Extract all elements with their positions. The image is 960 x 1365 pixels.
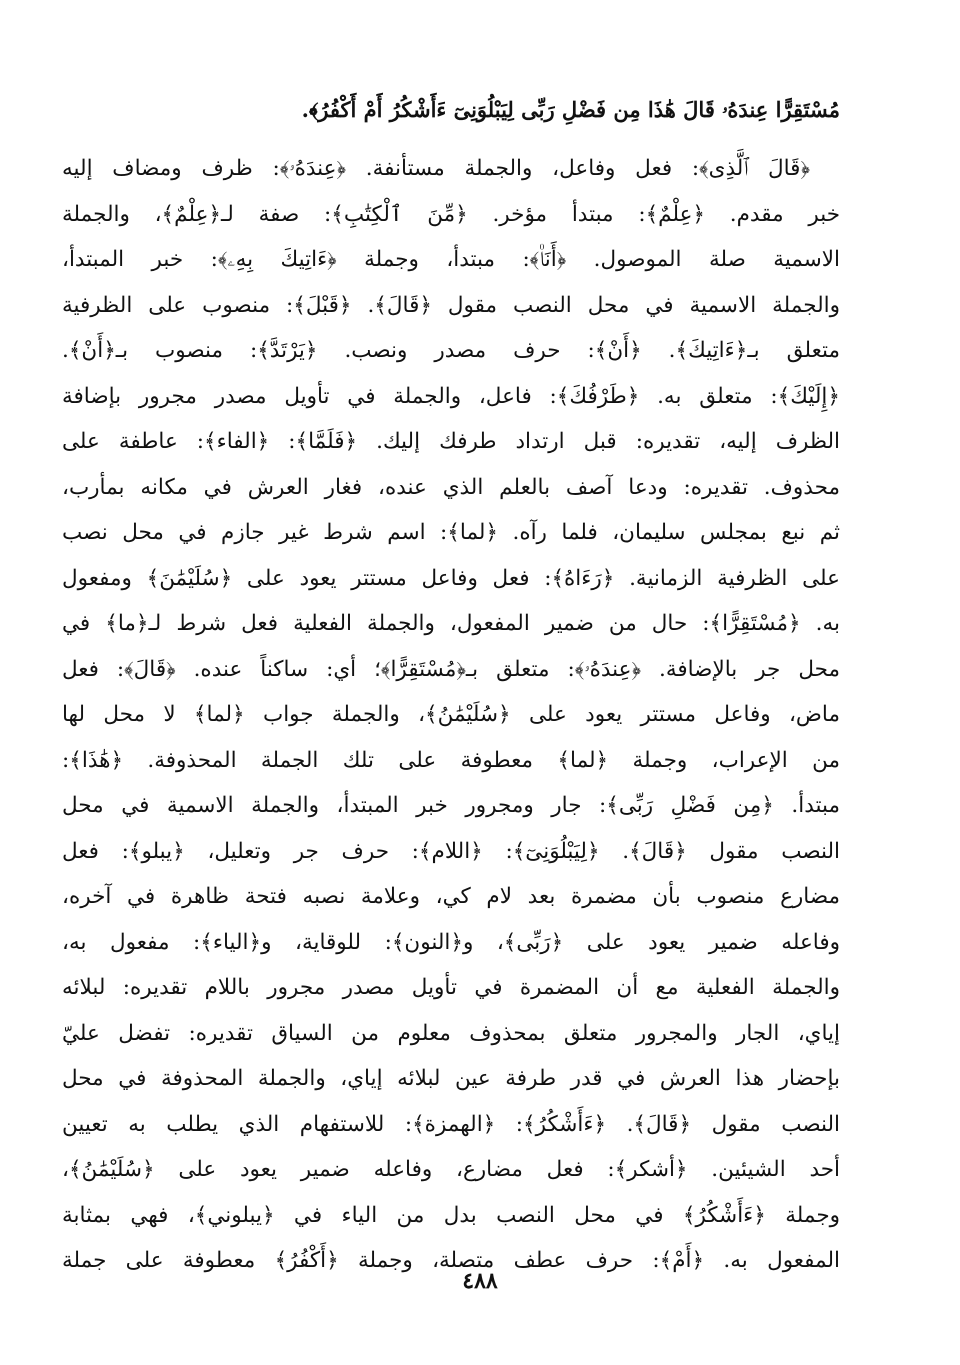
text-line: إياي، الجار والمجرور متعلق بمحذوف معلوم من السياق تقديره: تفضل عليّ bbox=[62, 1020, 840, 1046]
text-line: النصب مقول ﴿قَالَ﴾. ﴿ءَأَشْكُرُ﴾: ﴿الهمزة﴾: للاستفهام الذي يطلب به تعيين bbox=[62, 1111, 840, 1137]
text-line: وجملة ﴿ءَأَشْكُرُ﴾ في محل النصب بدل من الياء في ﴿يبلوني﴾، فهي بمثابة bbox=[62, 1202, 840, 1228]
text-line: والجملة الفعلية مع أن المضمرة في تأويل مصدر مجرور باللام تقديره: لبلائه bbox=[62, 975, 840, 1000]
text-line: محذوف. تقديره: ودعا آصف بالعلم الذي عنده، فغار العرش في مكانه بمأرب، bbox=[62, 474, 840, 500]
text-line: والجملة الاسمية في محل النصب مقول ﴿قَالَ﴾. ﴿قَبْلَ﴾: منصوب على الظرفية bbox=[62, 292, 840, 318]
text-line: ثم نبع بمجلس سليمان، فلما رآه. ﴿لما﴾: اسم شرط غير جازم في محل نصب bbox=[62, 520, 840, 545]
text-line: النصب مقول ﴿قَالَ﴾. ﴿لِيَبْلُوَنِىٓ﴾: ﴿اللام﴾: حرف جر وتعليل، ﴿يبلو﴾: فعل bbox=[62, 838, 840, 864]
text-line: أحد الشيئين. ﴿أشكر﴾: فعل مضارع، وفاعله ضمير يعود على ﴿سُلَيْمَٰنُ﴾، bbox=[62, 1157, 840, 1182]
verse-line: مُسْتَقِرًّا عِندَهُۥ قَالَ هَٰذَا مِن فَضْلِ رَبِّى لِيَبْلُوَنِىٓ ءَأَشْكُرُ أَمْ أَكْفُرُ﴾. bbox=[301, 97, 840, 122]
text-line: الظرف إليه، تقديره: قبل ارتداد طرفك إليك. ﴿فَلَمَّا﴾: ﴿الفاء﴾: عاطفة على bbox=[62, 429, 840, 454]
text-line: ﴿قَالَ ٱلَّذِى﴾: فعل وفاعل، والجملة مستأنفة. ﴿عِندَهُۥ﴾: ظرف ومضاف إليه bbox=[62, 156, 810, 181]
text-line: من الإعراب، وجملة ﴿لما﴾ معطوفة على تلك الجملة المحذوفة. ﴿هَٰذَا﴾: bbox=[62, 747, 840, 773]
text-line: ماض، وفاعل مستتر يعود على ﴿سُلَيْمَٰنُ﴾، والجملة جواب ﴿لما﴾ لا محل لها bbox=[62, 702, 840, 727]
text-line: به. ﴿مُسْتَقِرًّا﴾: حال من ضمير المفعول، والجملة الفعلية فعل شرط لـ﴿ما﴾ في bbox=[62, 611, 840, 636]
text-line: خبر مقدم. ﴿عِلْمٌ﴾: مبتدأ مؤخر. ﴿مِّنَ ٱلْكِتَٰبِ﴾: صفة لـ﴿عِلْمٌ﴾، والجملة bbox=[62, 201, 840, 227]
text-line: الاسمية صلة الموصول. ﴿أَنَا۠﴾: مبتدأ، وجملة ﴿ءَاتِيكَ بِهِۦ﴾: خبر المبتدأ، bbox=[62, 247, 840, 272]
text-line: مبتدأ. ﴿مِن فَضْلِ رَبِّى﴾: جار ومجرور خبر المبتدأ، والجملة الاسمية في محل bbox=[62, 793, 840, 818]
text-line: المفعول به. ﴿أَمْ﴾: حرف عطف متصلة، وجملة ﴿أَكْفُرُ﴾ معطوفة على جملة bbox=[62, 1248, 840, 1273]
text-line: بإحضار هذا العرش في قدر طرفة عين لبلائه إياي، والجملة المحذوفة في محل bbox=[62, 1066, 840, 1091]
text-line: ﴿إِلَيْكَ﴾: متعلق به. ﴿طَرْفُكَ﴾: فاعل، والجملة في تأويل مصدر مجرور بإضافة bbox=[62, 383, 840, 409]
text-line: مضارع منصوب بأن مضمرة بعد لام كي، وعلامة نصبه فتحة ظاهرة في آخره، bbox=[62, 884, 840, 909]
text-line: محل جر بالإضافة. ﴿عِندَهُۥ﴾: متعلق بـ﴿مُسْتَقِرًّا﴾؛ أي: ساكناً عنده. ﴿قَالَ﴾: فعل bbox=[62, 656, 840, 682]
text-line: على الظرفية الزمانية. ﴿رَءَاهُ﴾: فعل وفاعل مستتر يعود على ﴿سُلَيْمَٰنَ﴾ ومفعول bbox=[62, 565, 840, 591]
text-line: وفاعله ضمير يعود على ﴿رَبِّى﴾، و﴿النون﴾: للوقاية، و﴿الياء﴾: مفعول به، bbox=[62, 929, 840, 955]
page-body bbox=[62, 86, 840, 1346]
page-number: ٤٨٨ bbox=[462, 1268, 498, 1294]
text-line: متعلق بـ﴿ءَاتِيكَ﴾. ﴿أَنْ﴾: حرف مصدر ونصب. ﴿يَرْتَدَّ﴾: منصوب بـ﴿أَنْ﴾. bbox=[62, 338, 840, 363]
